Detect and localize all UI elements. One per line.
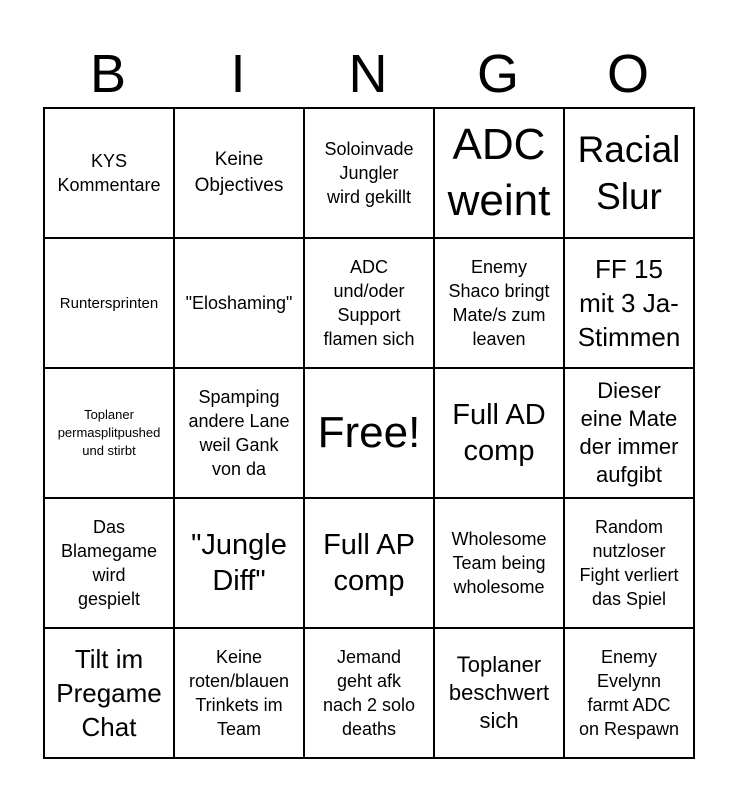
header-letter-n: N: [348, 44, 388, 104]
bingo-cell-r3-c5[interactable]: [565, 369, 695, 499]
bingo-cell-r4-c5[interactable]: [565, 499, 695, 629]
bingo-cell-r1-c5[interactable]: [565, 109, 695, 239]
cell-text: ADC und/oder Support flamen sich: [323, 257, 415, 349]
cell-text: KYS Kommentare: [57, 151, 161, 195]
cell-text: Toplaner beschwert sich: [448, 652, 550, 733]
header-letter-o: O: [606, 44, 649, 104]
bingo-cell-r5-c2[interactable]: [175, 629, 305, 759]
cell-text: "Jungle Diff": [191, 529, 287, 597]
cell-text: Enemy Evelynn farmt ADC on Respawn: [578, 647, 680, 739]
bingo-cell-r3-c1[interactable]: [45, 369, 175, 499]
bingo-cell-r5-c5[interactable]: [565, 629, 695, 759]
cell-text: Full AD comp: [452, 399, 546, 467]
header-letter-g: G: [476, 44, 519, 104]
cell-text: Wholesome Team being wholesome: [451, 529, 547, 597]
cell-text: Full AP comp: [323, 529, 415, 597]
cell-text: Racial Slur: [577, 129, 681, 217]
bingo-cell-r4-c2[interactable]: [175, 499, 305, 629]
cell-text: Tilt im Pregame Chat: [56, 644, 162, 742]
bingo-cell-r2-c1[interactable]: [45, 239, 175, 369]
bingo-cell-r3-c4[interactable]: [435, 369, 565, 499]
cell-text: Dieser eine Mate der immer aufgibt: [579, 378, 679, 487]
cell-text: Runtersprinten: [59, 294, 159, 312]
bingo-cell-r1-c2[interactable]: [175, 109, 305, 239]
bingo-board: [43, 107, 695, 759]
bingo-cell-r5-c3[interactable]: [305, 629, 435, 759]
cell-text: Soloinvade Jungler wird gekillt: [324, 139, 414, 207]
cell-text: FF 15 mit 3 Ja- Stimmen: [577, 254, 681, 352]
cell-text: Keine Objectives: [194, 149, 284, 196]
bingo-cell-r2-c4[interactable]: [435, 239, 565, 369]
bingo-cell-r1-c3[interactable]: [305, 109, 435, 239]
bingo-cell-r2-c5[interactable]: [565, 239, 695, 369]
free-space-text: Free!: [317, 408, 421, 457]
bingo-cell-r4-c3[interactable]: [305, 499, 435, 629]
header-letter-i: I: [230, 44, 246, 104]
cell-text: Das Blamegame wird gespielt: [60, 517, 158, 609]
cell-text: Random nutzloser Fight verliert das Spiel: [579, 517, 679, 609]
cell-text: Toplaner permasplitpushed und stirbt: [57, 407, 161, 458]
bingo-cell-r4-c4[interactable]: [435, 499, 565, 629]
bingo-cell-r2-c2[interactable]: [175, 239, 305, 369]
cell-text: Jemand geht afk nach 2 solo deaths: [322, 647, 416, 739]
header-letter-b: B: [89, 44, 127, 104]
bingo-header: [43, 40, 693, 108]
bingo-cell-r1-c4[interactable]: [435, 109, 565, 239]
bingo-cell-r4-c1[interactable]: [45, 499, 175, 629]
bingo-cell-free[interactable]: [305, 369, 435, 499]
bingo-cell-r5-c1[interactable]: [45, 629, 175, 759]
cell-text: Enemy Shaco bringt Mate/s zum leaven: [448, 257, 550, 349]
bingo-cell-r5-c4[interactable]: [435, 629, 565, 759]
bingo-cell-r3-c2[interactable]: [175, 369, 305, 499]
cell-text: ADC weint: [447, 120, 551, 225]
cell-text: Spamping andere Lane weil Gank von da: [188, 387, 290, 479]
bingo-cell-r1-c1[interactable]: [45, 109, 175, 239]
bingo-cell-r2-c3[interactable]: [305, 239, 435, 369]
cell-text: "Eloshaming": [185, 293, 293, 313]
cell-text: Keine roten/blauen Trinkets im Team: [188, 647, 290, 739]
